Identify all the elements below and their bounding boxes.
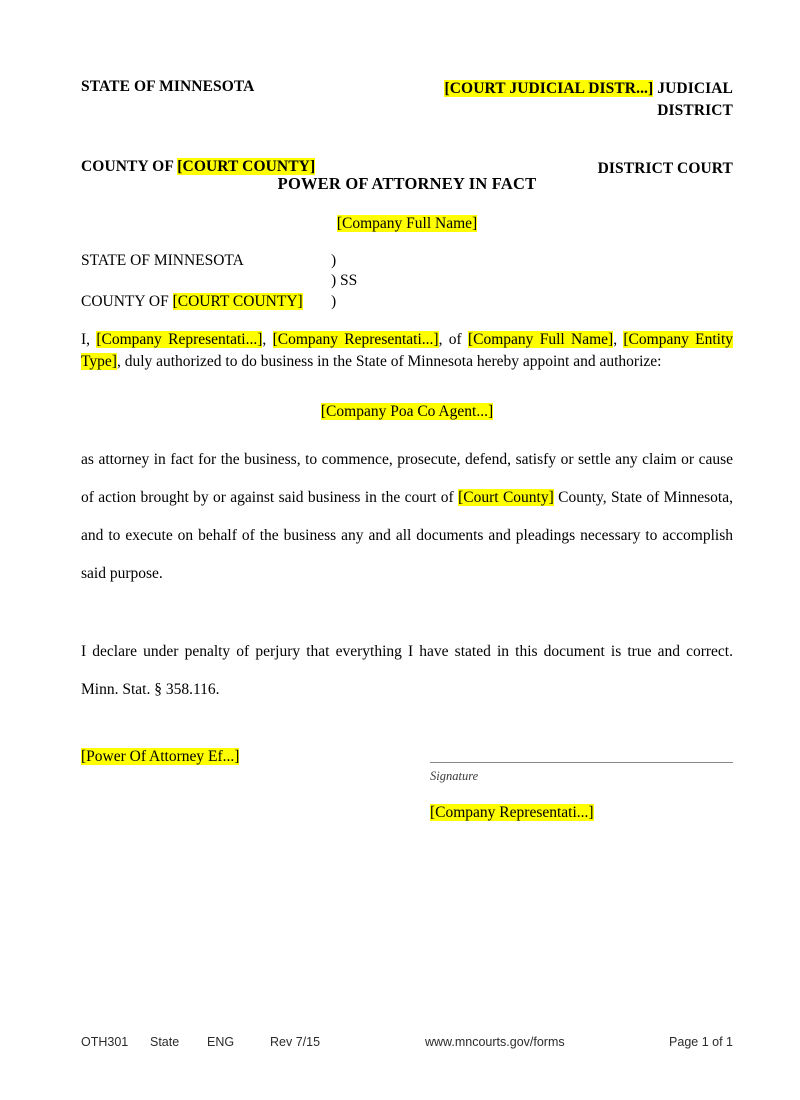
venue-county-label: COUNTY OF [81,292,173,310]
venue-ss-row [81,271,481,291]
district-court-label: DISTRICT COURT [597,160,733,177]
powers-part-2: County, State of Minnesota, and to execute on behalf of the business any and all documents and pleadings necessary to accomplish said purpose. [81,488,733,582]
page-footer [81,1035,733,1053]
venue-block [81,251,481,312]
appointment-paragraph [81,329,733,373]
county-of-label: COUNTY OF [81,158,178,175]
company-representative-title-field[interactable]: [Company Representati...] [272,331,439,348]
signature-rule[interactable] [430,762,733,763]
powers-paragraph [81,441,733,593]
court-county-field-venue[interactable]: [COURT COUNTY] [172,292,303,310]
caption-row-state-district [81,78,733,122]
signer-name-line [430,804,733,822]
power-of-attorney-effective-field[interactable]: [Power Of Attorney Ef...] [81,748,240,765]
footer-language: ENG [207,1035,235,1049]
powers-part-1: as attorney in fact for the business, to commence, prosecute, defend, satisfy or settle any claim or cause of action brought by or against said business in the court of [81,451,733,506]
footer-url: www.mncourts.gov/forms [425,1035,565,1049]
declaration-paragraph: I declare under penalty of perjury that everything I have stated in this document is true and correct. Minn. Stat. § 358.116. [81,643,733,698]
footer-scope: State [150,1035,180,1049]
judicial-suffix-label: JUDICIAL [653,80,733,97]
judicial-district-line [444,78,733,122]
venue-county-label-wrap [81,292,331,312]
company-full-name-field[interactable]: [Company Full Name] [336,215,478,232]
venue-ss-label: ) SS [331,272,358,290]
signature-block [430,748,733,822]
footer-page-number: Page 1 of 1 [669,1035,733,1049]
signature-caption-label: Signature [430,769,479,783]
appointment-tail: , duly authorized to do business in the State of Minnesota hereby appoint and authorize: [116,353,662,370]
venue-county-row [81,292,481,312]
page-title: POWER OF ATTORNEY IN FACT [277,174,537,193]
appointment-sep-3: , [613,331,624,348]
appointment-sep-1: , [262,331,273,348]
company-poa-co-agent-field[interactable]: [Company Poa Co Agent...] [320,403,494,420]
court-county-field-body[interactable]: [Court County] [458,488,554,506]
appointment-lead: I, [81,331,97,348]
state-of-minnesota-label: STATE OF MINNESOTA [81,78,255,95]
footer-form-number: OTH301 [81,1035,129,1049]
caption-block [81,78,733,180]
company-representative-signer-field[interactable]: [Company Representati...] [430,804,594,821]
agent-name-line [81,403,733,421]
venue-state-paren: ) [331,252,337,269]
company-entity-type-field[interactable]: [Company Entity Type] [81,331,734,370]
venue-county-paren: ) [331,292,337,310]
effective-date-line [81,748,239,766]
footer-revision: Rev 7/15 [270,1035,321,1049]
court-judicial-district-field[interactable]: [COURT JUDICIAL DISTR...] [444,80,654,97]
district-second-line-label: DISTRICT [657,102,733,119]
appointment-sep-2: , of [438,331,468,348]
company-representative-name-field[interactable]: [Company Representati...] [96,331,263,348]
venue-state-label: STATE OF MINNESOTA [81,252,244,269]
company-full-name-field-body[interactable]: [Company Full Name] [467,331,614,348]
venue-state-row [81,251,481,271]
company-name-line [81,215,733,233]
court-county-field-header[interactable]: [COURT COUNTY] [177,158,316,175]
